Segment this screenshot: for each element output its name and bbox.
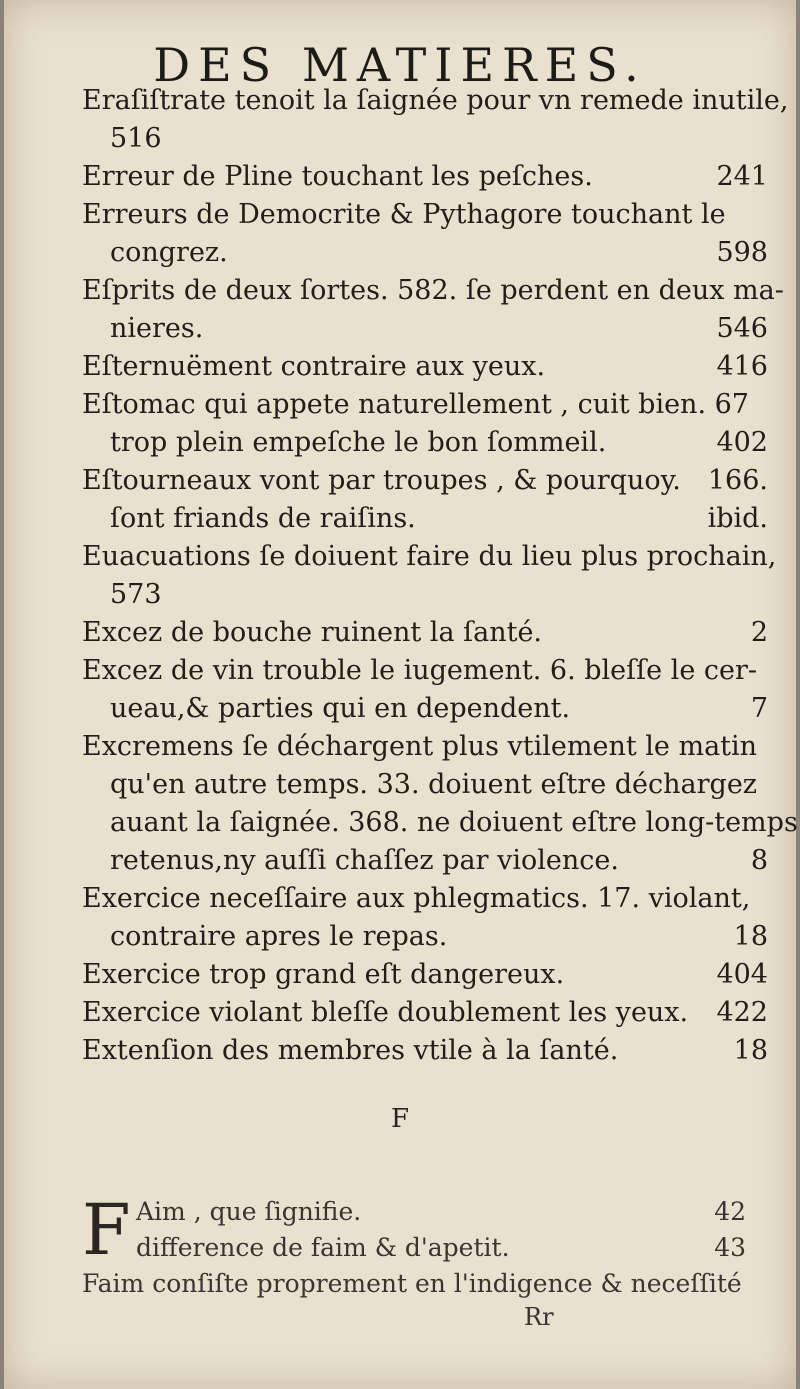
entry-text: nieres.: [110, 313, 204, 344]
drop-cap: F: [82, 1189, 131, 1271]
entry-line: [82, 386, 768, 424]
entry-text: Excremens ſe déchargent plus vtilement le matin: [82, 731, 758, 762]
f-entry-line: [82, 1230, 746, 1266]
f-entry-text: difference de faim & d'apetit.: [136, 1233, 510, 1262]
entry-page: 18: [733, 921, 768, 952]
index-entry: [82, 1032, 768, 1070]
entry-line: [82, 424, 768, 462]
entry-text: 573: [110, 579, 162, 610]
entry-text: retenus,ny auſſi chaſſez par violence.: [110, 845, 619, 876]
index-entry: [82, 956, 768, 994]
signature-mark: Rr: [524, 1303, 554, 1331]
entry-page: 166.: [707, 465, 768, 496]
entry-page: 402: [716, 427, 768, 458]
entry-page: 8: [750, 845, 768, 876]
entry-line: [82, 348, 768, 386]
index-entry: [82, 272, 784, 348]
section-letter: F: [390, 1104, 410, 1134]
entry-text: Eſtomac qui appete naturellement , cuit bien. 67: [82, 389, 749, 420]
entry-text: Exercice violant bleſſe doublement les yeux.: [82, 997, 689, 1028]
f-section: [82, 1189, 746, 1302]
entry-text: congrez.: [110, 237, 228, 268]
entry-text: Eſtourneaux vont par troupes , & pourquoy.: [82, 465, 681, 496]
entry-text: auant la ſaignée. 368. ne doiuent eſtre long-temps: [110, 807, 798, 838]
index-entry: [82, 196, 768, 272]
entry-line: [82, 994, 768, 1032]
index-entry: [82, 994, 768, 1032]
entry-page: 18: [733, 1035, 768, 1066]
index-entries: [82, 82, 798, 1070]
entry-text: Eſternuëment contraire aux yeux.: [82, 351, 546, 382]
book-page: [4, 0, 796, 1389]
entry-page: 404: [716, 959, 768, 990]
entry-text: 516: [110, 123, 162, 154]
entry-line: [82, 1032, 768, 1070]
entry-text: Erreurs de Democrite & Pythagore touchant le: [82, 199, 726, 230]
entry-line: [82, 842, 768, 880]
index-entry: [82, 82, 789, 158]
f-entry-line: [82, 1266, 746, 1302]
f-entry-text: Faim conſiſte proprement en l'indigence & neceſſité: [82, 1269, 742, 1298]
entry-page: 416: [716, 351, 768, 382]
entry-page: 422: [716, 997, 768, 1028]
entry-text: qu'en autre temps. 33. doiuent eſtre déchargez: [110, 769, 758, 800]
entry-line: [82, 82, 789, 120]
f-entry-text: Aim , que ſignifie.: [136, 1197, 362, 1226]
entry-text: Extenſion des membres vtile à la ſanté.: [82, 1035, 619, 1066]
entry-text: Excez de bouche ruinent la ſanté.: [82, 617, 543, 648]
entry-line: [82, 196, 768, 234]
f-entry-page: 42: [714, 1197, 746, 1226]
entry-line: [82, 728, 768, 766]
entry-text: Erreur de Pline touchant les peſches.: [82, 161, 593, 192]
entry-text: Exercice trop grand eſt dangereux.: [82, 959, 565, 990]
index-entry: [82, 386, 768, 462]
entry-line: [82, 272, 784, 310]
entry-text: Eraſiſtrate tenoit la ſaignée pour vn remede inutile,: [82, 85, 789, 116]
entry-page: 2: [750, 617, 768, 648]
entry-line: [82, 576, 768, 614]
entry-page: 7: [750, 693, 768, 724]
entry-text: Excez de vin trouble le iugement. 6. bleſſe le cer-: [82, 655, 758, 686]
index-entry: [82, 614, 768, 652]
index-entry: [82, 462, 768, 538]
f-entry-page: 43: [714, 1233, 746, 1262]
entry-text: trop plein empeſche le bon ſommeil.: [110, 427, 607, 458]
index-entry: [82, 652, 768, 728]
entry-line: [82, 880, 768, 918]
entry-line: [82, 234, 768, 272]
entry-text: Exercice neceſſaire aux phlegmatics. 17. violant,: [82, 883, 751, 914]
index-entry: [82, 880, 768, 956]
entry-line: [82, 804, 798, 842]
index-entry: [82, 158, 768, 196]
entry-line: [82, 918, 768, 956]
entry-line: [82, 956, 768, 994]
entry-line: [82, 766, 768, 804]
entry-line: [82, 538, 777, 576]
entry-page: ibid.: [707, 503, 768, 534]
entry-text: ſont friands de raiſins.: [110, 503, 416, 534]
entry-line: [82, 158, 768, 196]
entry-text: Eſprits de deux ſortes. 582. ſe perdent en deux ma-: [82, 275, 784, 306]
page-header: DES MATIERES.: [153, 38, 647, 92]
entry-line: [82, 310, 768, 348]
entry-text: Euacuations ſe doiuent faire du lieu plus prochain,: [82, 541, 777, 572]
f-entry-line: [82, 1194, 746, 1230]
entry-page: 241: [716, 161, 768, 192]
index-entry: [82, 348, 768, 386]
entry-text: contraire apres le repas.: [110, 921, 448, 952]
entry-line: [82, 500, 768, 538]
index-entry: [82, 538, 777, 614]
entry-page: 598: [716, 237, 768, 268]
entry-line: [82, 614, 768, 652]
entry-line: [82, 120, 768, 158]
index-entry: [82, 728, 798, 880]
entry-page: 546: [716, 313, 768, 344]
entry-line: [82, 652, 768, 690]
entry-line: [82, 462, 768, 500]
entry-text: ueau,& parties qui en dependent.: [110, 693, 571, 724]
entry-line: [82, 690, 768, 728]
